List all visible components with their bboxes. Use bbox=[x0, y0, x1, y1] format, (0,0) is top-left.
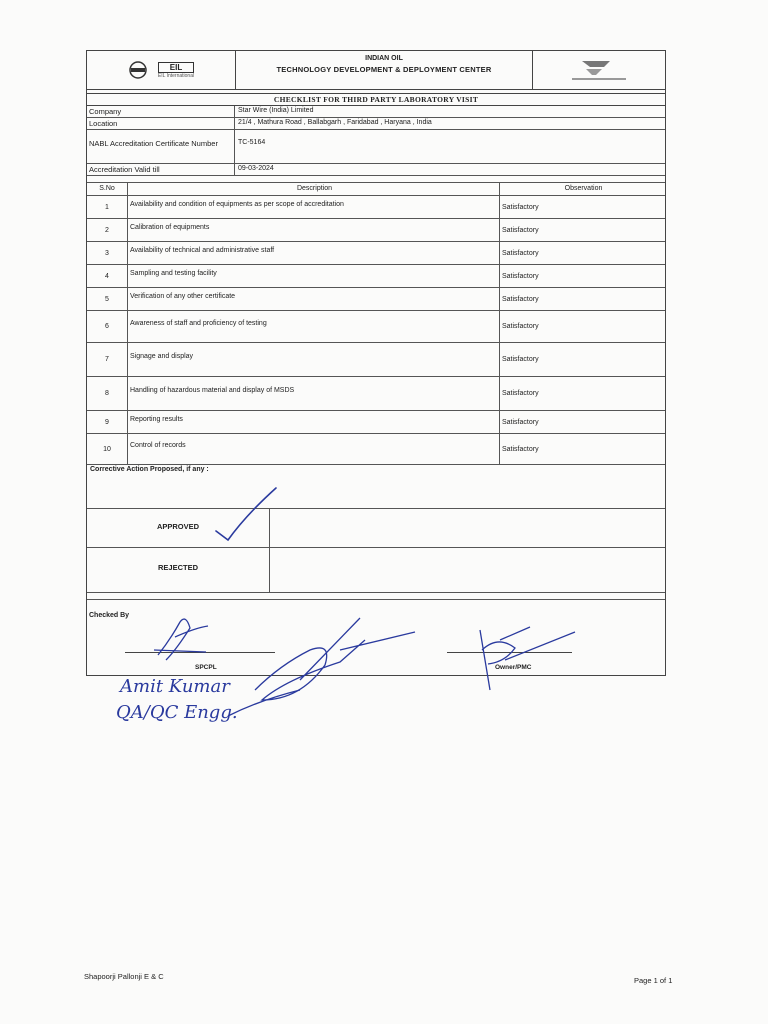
eil-logo-text: EIL bbox=[158, 62, 194, 73]
org-line2: TECHNOLOGY DEVELOPMENT & DEPLOYMENT CENTER bbox=[276, 65, 492, 74]
form-title: CHECKLIST FOR THIRD PARTY LABORATORY VISIT bbox=[87, 93, 665, 106]
row-description: Signage and display bbox=[128, 343, 500, 376]
row-sno: 4 bbox=[87, 265, 128, 287]
row-observation: Satisfactory bbox=[502, 249, 539, 257]
indian-oil-logo-icon bbox=[128, 60, 148, 80]
row-observation: Satisfactory bbox=[502, 295, 539, 303]
field-value: Star Wire (India) Limited bbox=[238, 107, 314, 114]
table-row bbox=[87, 265, 665, 288]
handwritten-designation: QA/QC Engg. bbox=[116, 702, 238, 723]
field-valid-till bbox=[87, 164, 665, 176]
signature-line-owner bbox=[447, 652, 572, 653]
row-sno: 6 bbox=[87, 311, 128, 342]
row-description: Reporting results bbox=[128, 411, 500, 433]
table-row bbox=[87, 219, 665, 242]
header-description: Description bbox=[128, 183, 500, 195]
field-company bbox=[87, 106, 665, 118]
row-observation: Satisfactory bbox=[502, 203, 539, 211]
header-left-logos bbox=[87, 51, 236, 89]
field-location bbox=[87, 118, 665, 130]
row-sno: 9 bbox=[87, 411, 128, 433]
row-description: Sampling and testing facility bbox=[128, 265, 500, 287]
row-description: Calibration of equipments bbox=[128, 219, 500, 241]
table-row bbox=[87, 311, 665, 343]
row-description: Handling of hazardous material and display of MSDS bbox=[128, 377, 500, 410]
header-right-logo bbox=[533, 51, 665, 89]
row-description: Control of records bbox=[128, 434, 500, 464]
field-value: 09-03-2024 bbox=[238, 165, 274, 172]
shapoorji-pallonji-logo-icon bbox=[564, 57, 634, 83]
table-row bbox=[87, 343, 665, 377]
row-observation: Satisfactory bbox=[502, 418, 539, 426]
row-observation: Satisfactory bbox=[502, 272, 539, 280]
row-observation: Satisfactory bbox=[502, 356, 539, 363]
approved-row bbox=[87, 509, 665, 548]
row-sno: 3 bbox=[87, 242, 128, 264]
header-sno: S.No bbox=[87, 183, 128, 195]
row-description: Verification of any other certificate bbox=[128, 288, 500, 310]
table-row bbox=[87, 242, 665, 265]
rejected-label: REJECTED bbox=[87, 548, 270, 592]
field-value: 21/4 , Mathura Road , Ballabgarh , Faridabad , Haryana , India bbox=[238, 119, 432, 126]
row-sno: 1 bbox=[87, 196, 128, 218]
row-description: Availability of technical and administrative staff bbox=[128, 242, 500, 264]
table-row bbox=[87, 288, 665, 311]
field-label: Accreditation Valid till bbox=[87, 164, 235, 175]
eil-logo-sub: EIL International bbox=[157, 72, 195, 79]
document-header bbox=[87, 51, 665, 90]
corrective-action: Corrective Action Proposed, if any : bbox=[87, 465, 665, 509]
approved-label: APPROVED bbox=[87, 509, 270, 547]
row-observation: Satisfactory bbox=[502, 323, 539, 330]
org-line1: INDIAN OIL bbox=[365, 55, 403, 62]
checklist-document bbox=[86, 50, 666, 676]
row-sno: 2 bbox=[87, 219, 128, 241]
table-header bbox=[87, 183, 665, 196]
row-description: Availability and condition of equipments as per scope of accreditation bbox=[128, 196, 500, 218]
row-observation: Satisfactory bbox=[502, 445, 539, 453]
header-org-title bbox=[236, 51, 533, 89]
spacer bbox=[87, 176, 665, 183]
checked-by-section bbox=[87, 600, 665, 675]
checked-by-label: Checked By bbox=[89, 612, 130, 619]
signature-line-spcpl bbox=[125, 652, 275, 653]
footer-company: Shapoorji Pallonji E & C bbox=[84, 972, 164, 981]
row-sno: 10 bbox=[87, 434, 128, 464]
row-sno: 8 bbox=[87, 377, 128, 410]
spcpl-label: SPCPL bbox=[195, 664, 217, 671]
footer-page-number: Page 1 of 1 bbox=[634, 976, 673, 985]
field-value: TC-5164 bbox=[238, 139, 266, 146]
row-sno: 5 bbox=[87, 288, 128, 310]
table-row bbox=[87, 434, 665, 465]
owner-label: Owner/PMC bbox=[495, 664, 532, 671]
table-row bbox=[87, 411, 665, 434]
spacer bbox=[87, 593, 665, 600]
rejected-row bbox=[87, 548, 665, 593]
header-observation: Observation bbox=[564, 185, 603, 192]
table-row bbox=[87, 196, 665, 219]
row-observation: Satisfactory bbox=[502, 390, 539, 397]
row-sno: 7 bbox=[87, 343, 128, 376]
field-label: Location bbox=[87, 118, 235, 129]
table-row bbox=[87, 377, 665, 411]
row-description: Awareness of staff and proficiency of testing bbox=[128, 311, 500, 342]
handwritten-name: Amit Kumar bbox=[120, 676, 230, 697]
row-observation: Satisfactory bbox=[502, 226, 539, 234]
field-nabl-number bbox=[87, 130, 665, 164]
field-label: NABL Accreditation Certificate Number bbox=[87, 130, 235, 163]
field-label: Company bbox=[87, 106, 235, 117]
